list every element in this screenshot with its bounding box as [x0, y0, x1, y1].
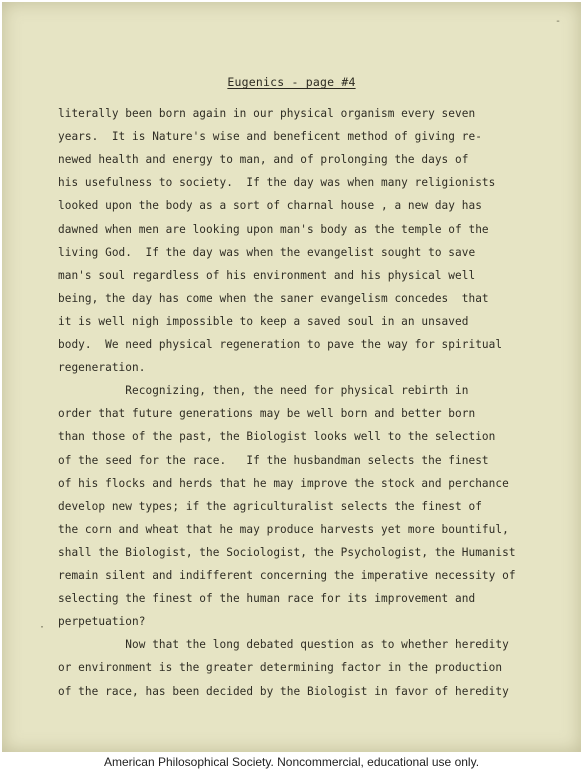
text-line: being, the day has come when the saner evangelism concedes that	[58, 291, 489, 305]
text-line: selecting the finest of the human race for its improvement and	[58, 592, 476, 606]
text-line: dawned when men are looking upon man's body as the temple of the	[58, 222, 489, 236]
text-line: of the race, has been decided by the Biologist in favor of heredity	[58, 684, 509, 698]
text-line: regeneration.	[58, 361, 146, 375]
text-line: perpetuation?	[58, 615, 146, 629]
text-line: shall the Biologist, the Sociologist, the Psychologist, the Humanist	[58, 545, 516, 559]
footer-credit: American Philosophical Society. Noncommercial, educational use only.	[103, 755, 480, 769]
text-line: remain silent and indifferent concerning the imperative necessity of	[58, 569, 516, 582]
text-line: newed health and energy to man, and of prolonging the days of	[58, 153, 469, 167]
text-line: living God. If the day was when the evangelist sought to save	[58, 245, 476, 259]
text-line: body. We need physical regeneration to pave the way for spiritual	[58, 338, 503, 351]
text-line: literally been born again in our physical organism every seven	[58, 107, 476, 120]
text-line: looked upon the body as a sort of charnal house , a new day has	[58, 199, 482, 213]
stray-mark: -	[555, 16, 562, 27]
text-line: years. It is Nature's wise and beneficent method of giving re-	[58, 130, 482, 144]
text-line: of the seed for the race. If the husbandman selects the finest	[58, 453, 489, 467]
text-line: his usefulness to society. If the day was when many religionists	[58, 176, 496, 190]
text-line: the corn and wheat that he may produce harvests yet more bountiful,	[58, 522, 509, 536]
text-line: develop new types; if the agriculturalist selects the finest of	[58, 499, 482, 513]
page-heading: Eugenics - page #4	[227, 75, 356, 89]
text-line: than those of the past, the Biologist looks well to the selection	[58, 430, 496, 444]
text-line: Now that the long debated question as to whether heredity	[58, 638, 509, 652]
text-line: man's soul regardless of his environment and his physical well	[58, 268, 476, 282]
text-line: or environment is the greater determining factor in the production	[58, 661, 503, 675]
text-line: order that future generations may be well born and better born	[58, 407, 476, 421]
text-line: Recognizing, then, the need for physical rebirth in	[58, 384, 469, 398]
text-line: of his flocks and herds that he may improve the stock and perchance	[58, 476, 509, 490]
stray-mark: ·	[39, 622, 46, 633]
document-page	[2, 2, 581, 752]
text-line: it is well nigh impossible to keep a saved soul in an unsaved	[58, 314, 469, 328]
